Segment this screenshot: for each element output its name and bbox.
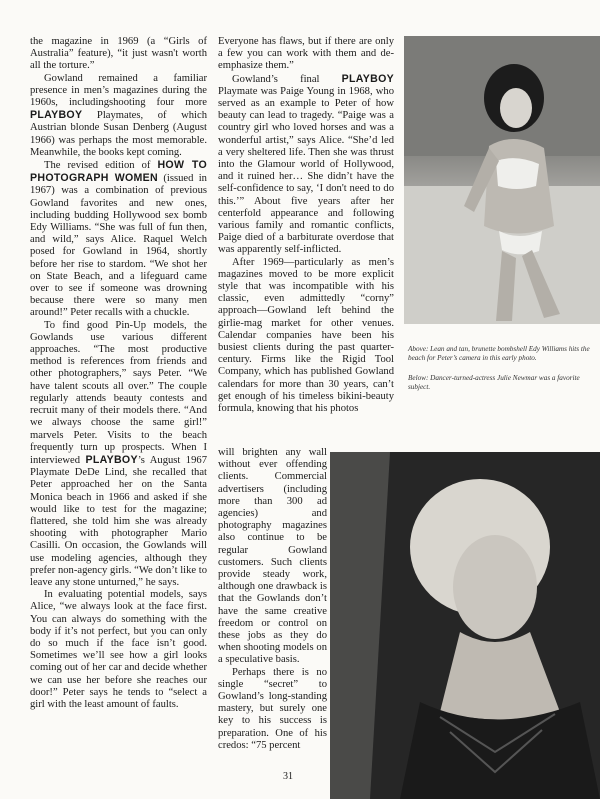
- paragraph: Everyone has flaws, but if there are only a few you can work with them and de-emphasize them.”: [218, 36, 394, 72]
- paragraph: Perhaps there is no single “secret” to Gowland’s long-standing mastery, but surely one key to his success is preparation. One of his credos: “75 percent: [218, 666, 327, 751]
- photo-caption-above: Above: Lean and tan, brunette bombshell Edy Williams hits the beach for Peter’s camera in this early photo.: [408, 345, 590, 363]
- article-column-1: [30, 36, 207, 711]
- page-number: 31: [283, 771, 293, 782]
- paragraph: To find good Pin-Up models, the Gowlands use various different approaches. “The most productive method is references from friends and other photographers,” says Peter. “We have talent scouts all over.” The couple regularly attends beauty contests and recruit many of their models there. “And we always choose the same girl!” marvels Peter. Visits to the beach frequently turn up prospects. When I interviewed PLAYBOY’s August 1967 Playmate DeDe Lind, she recalled that Peter approached her on the Santa Monica beach in 1966 and asked if she would like to test for the magazine; flattered, she told him she was already shooting with photographer Mario Casilli. On occasion, the Gowlands will use modeling agencies, although they prefer non-agency girls. “We don’t like to leave any stone unturned,” he says.: [30, 319, 207, 588]
- article-column-2: [218, 36, 394, 415]
- portrait-photo-illustration: [330, 452, 600, 799]
- paragraph: Gowland remained a familiar presence in men’s magazines during the 1960s, includingshooting four more PLAYBOY Playmates, of which Austrian blonde Susan Denberg (August 1966) was perhaps the most memorable. Meanwhile, the books kept coming.: [30, 72, 207, 158]
- paragraph: Gowland’s final PLAYBOY Playmate was Paige Young in 1968, who served as an example to Peter of how beauty can lead to tragedy. “Paige was a country girl who loved horses and was a wonderful artist,” says Alice. “She’d led a very sheltered life. Then she was thrust into the Glamour world of Hollywood, and it ruined her… She didn’t have the self-confidence to say, ‘I don't need to do this.’” About five years after her centerfold appearance and following various family and romantic conflicts, Paige died of a barbiturate overdose that was apparently self-inflicted.: [218, 72, 394, 256]
- paragraph: In evaluating potential models, says Alice, “we always look at the face first. You can always do something with the body if it’s not perfect, but you can only do so much if the face isn’t good. Sometimes we’ll see how a girl looks coming out of her car and decide whether we can use her before she reaches our door!” Peter says he tends to “select a girl with the least amount of faults.: [30, 589, 207, 710]
- paragraph: the magazine in 1969 (a “Girls of Australia” feature), “it just wasn't worth all the torture.”: [30, 36, 207, 72]
- photo-caption-below: Below: Dancer-turned-actress Julie Newmar was a favorite subject.: [408, 374, 580, 392]
- beach-photo: [404, 36, 600, 324]
- beach-photo-illustration: [404, 36, 600, 324]
- paragraph: will brighten any wall without ever offending clients. Commercial advertisers (including more than 300 ad agencies) and photography magazines also continue to be regular Gowland customers. Such clients provide steady work, although one drawback is that the Gowlands don’t have the same creative freedom or control on these jobs as they do when shooting models on a speculative basis.: [218, 447, 327, 666]
- paragraph: After 1969—particularly as men’s magazines moved to be more explicit style that was incompatible with his classic, even admittedly “corny” approach—Gowland left behind the girlie-mag market for other venues. Calendar companies have been his busiest clients during the past quarter-century. Firms like the Rigid Tool Company, which has published Gowland calendars for more than 30 years, can’t get enough of his timeless bikini-beauty formula, knowing that his photos: [218, 256, 394, 415]
- paragraph: The revised edition of HOW TO PHOTOGRAPH WOMEN (issued in 1967) was a combination of previous Gowland favorites and new ones, including budding Hollywood sex bomb Edy Williams. “She was full of fun then, and wild,” says Alice. Raquel Welch posed for Gowland in 1964, shortly before her rise to stardom. “We shot her on State Beach, and a lifeguard came over to see if someone was drowning because there were so many men around!” Peter recalls with a chuckle.: [30, 159, 207, 319]
- portrait-photo: [330, 452, 600, 799]
- book-title: HOW TO PHOTOGRAPH WOMEN: [30, 159, 207, 185]
- article-column-2-narrow: [218, 447, 327, 752]
